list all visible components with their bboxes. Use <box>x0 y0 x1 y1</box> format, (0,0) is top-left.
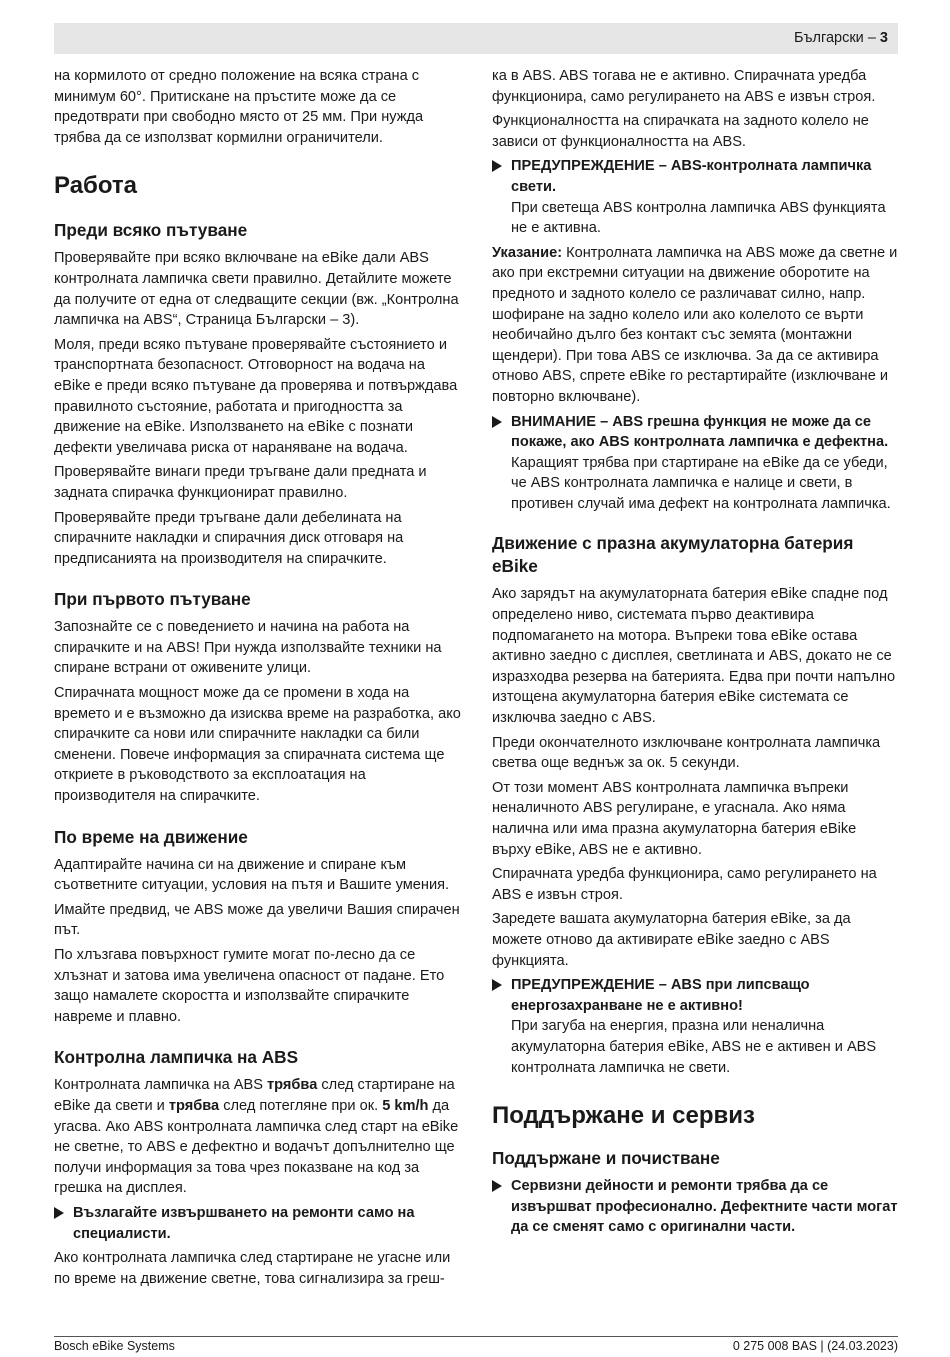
paragraph: Проверявайте винаги преди тръгване дали предната и задната спирачка функционират правилно. <box>54 464 427 501</box>
paragraph: Заредете вашата акумулаторна батерия eBike, за да можете отново да активирате eBike заедно с ABS функцията. <box>492 911 851 969</box>
triangle-bullet-icon <box>492 416 502 428</box>
heading-during-ride: По време на движение <box>54 826 248 847</box>
paragraph: От този момент ABS контролната лампичка въпреки неналичното ABS регулиране, е угаснала. Ако няма налична или има празна акумулаторна батерия eBike върху eBike, ABS не е активно. <box>492 779 857 858</box>
paragraph: Имайте предвид, че ABS може да увеличи Вашия спирачен път. <box>54 901 460 939</box>
triangle-bullet-icon <box>54 1207 64 1219</box>
text-run: да угасва. Ако ABS контролната лампичка след старт на eBike не светне, то ABS е дефектно и водачът допълнително ще получи информация за това чрез показване на код за грешка на дисплея. <box>54 1097 459 1197</box>
note-text: Контролната лампичка на ABS може да светне и ако при екстремни ситуации на движение оборотите на предното и задното колело се различават силно, напр. шофиране на задно колело или ако колелото се върти необичайно дълго без контакт със земята (монтажни щендери). При това ABS се изключва. За да се активира отново ABS, спрете eBike го рестартирайте (изключване и повторно включване). <box>492 244 898 405</box>
paragraph: Ако зарядът на акумулаторната батерия eBike спадне под определено ниво, системата първо деактивира подпомагането на мотора. Въпреки това eBike остава активно заедно с дисплея, светлината и ABS, докато не се изразходва резерва на батерията. Едва при почти напълно изтощена акумулаторна батерия eBike системата се изключва заедно с ABS. <box>492 586 896 727</box>
paragraph: Функционалността на спирачката на задното колело не зависи от функционалността на ABS. <box>492 113 869 150</box>
heading-abs-indicator: Контролна лампичка на ABS <box>54 1047 299 1068</box>
triangle-bullet-icon <box>492 160 502 172</box>
warning-body: При загуба на енергия, празна или неналична акумулаторна батерия eBike, ABS не е активен и ABS контролната лампичка не свети. <box>511 1018 877 1076</box>
emphasis: трябва <box>168 1097 220 1114</box>
warning-block-abs-malfunction <box>492 412 898 515</box>
text-run: след стартиране на eBike да свети и <box>54 1077 455 1114</box>
warning-body: Каращият трябва при стартиране на eBike да се убеди, че ABS контролната лампичка е налице и свети, в противен случай има дефект на контролната лампичка. <box>511 454 891 512</box>
heading-empty-battery: Движение с празна акумулаторна батерия eBike <box>492 533 854 577</box>
paragraph: Запознайте се с поведението и начина на работа на спирачките и на ABS! При нужда използвайте техники на спиране встрани от оживените улици. <box>54 619 442 677</box>
text-run: Контролната лампичка на ABS <box>54 1077 268 1094</box>
left-column <box>54 66 464 1293</box>
paragraph: Преди окончателното изключване контролната лампичка светва още веднъж за ок. 5 секунди. <box>492 734 881 772</box>
heading-maintenance-cleaning: Поддържане и почистване <box>492 1148 720 1169</box>
section-title-maintenance: Поддържане и сервиз <box>492 1102 755 1130</box>
header-language: Български – <box>793 30 876 46</box>
paragraph: Моля, преди всяко пътуване проверявайте състоянието и транспортната безопасност. Отговорност на водача на eBike е преди всяко пътуване да проверява и потвърждава правилното състояние, работата и пригодността за движение на eBike. Използването на eBike с познати дефекти увеличава риска от нараняване на водача. <box>54 336 458 456</box>
note-label: Указание: <box>492 244 563 261</box>
warning-title: Възлагайте извършването на ремонти само на специалисти. <box>73 1204 415 1242</box>
triangle-bullet-icon <box>492 979 502 991</box>
paragraph: ка в ABS. ABS тогава не е активно. Спирачната уредба функционира, само регулирането на ABS е извън строя. <box>492 68 876 105</box>
right-column <box>492 66 898 1242</box>
emphasis: трябва <box>267 1077 318 1094</box>
triangle-bullet-icon <box>492 1180 502 1192</box>
warning-block-abs-lamp-lit <box>492 156 898 238</box>
warning-body: При светеща ABS контролна лампичка ABS функцията не е активна. <box>511 199 886 237</box>
warning-title: ПРЕДУПРЕЖДЕНИЕ – ABS-контролната лампичка свети. <box>511 158 872 195</box>
warning-block-service <box>492 1176 898 1238</box>
footer-company: Bosch eBike Systems <box>54 1339 175 1353</box>
warning-block-repair <box>54 1203 464 1244</box>
page-number: 3 <box>879 30 888 46</box>
intro-paragraph: на кормилото от средно положение на всяка страна с минимум 60°. Притискане на пръстите може да се предотврати при свободно място от 25 мм. При нужда трябва да се използват кормилни ограничители. <box>54 68 424 146</box>
warning-block-no-power <box>492 975 898 1078</box>
paragraph: Проверявайте преди тръгване дали дебелината на спирачните накладки и спирачния диск отговаря на предписанията на производителя на спирачките. <box>54 509 404 567</box>
paragraph: Спирачната уредба функционира, само регулирането на ABS е извън строя. <box>492 866 877 903</box>
text-run: след потегляне при ок. <box>219 1097 383 1114</box>
note-paragraph <box>492 243 898 408</box>
paragraph: Адаптирайте начина си на движение и спиране към съответните ситуации, условия на пътя и Вашите умения. <box>54 856 450 894</box>
warning-title: ПРЕДУПРЕЖДЕНИЕ – ABS при липсващо енергозахранване не е активно! <box>511 977 810 1014</box>
paragraph-abs-indicator <box>54 1075 464 1199</box>
heading-first-ride: При първото пътуване <box>54 589 251 610</box>
paragraph: По хлъзгава повърхност гумите могат по-лесно да се хлъзнат и затова има увеличена опасност от падане. Ето защо намалете скоростта и използвайте спирачките навреме и плавно. <box>54 947 445 1025</box>
page-header-bar <box>54 23 898 54</box>
paragraph: Спирачната мощност може да се промени в хода на времето и е възможно да изисква време на разработка, ако спирачките са нови или спирачните накладки са били сменени. Повече информация за спирачната система ще откриете в ръководството за експлоатация на производителя на спирачките. <box>54 685 461 805</box>
paragraph: Проверявайте при всяко включване на eBike дали ABS контролната лампичка свети правилно. Детайлите можете да получите от една от следващите секции (вж. „Контролна лампичка на ABS“, Страница Български – 3). <box>54 250 459 329</box>
warning-title: Сервизни дейности и ремонти трябва да се извършват професионално. Дефектните части могат да се сменят само с оригинални части. <box>511 1178 898 1236</box>
warning-title: ВНИМАНИЕ – ABS грешна функция не може да се покаже, ако ABS контролната лампичка е дефектна. <box>511 413 889 451</box>
section-title-operation: Работа <box>54 172 138 200</box>
footer-doc-id: 0 275 008 BAS | (24.03.2023) <box>732 1339 898 1353</box>
heading-before-every-ride: Преди всяко пътуване <box>54 220 248 241</box>
paragraph: Ако контролната лампичка след стартиране не угасне или по време на движение светне, това сигнализира за греш- <box>54 1250 451 1287</box>
page-header-text <box>794 30 888 46</box>
footer-divider <box>54 1336 898 1337</box>
emphasis: 5 km/h <box>382 1097 429 1114</box>
